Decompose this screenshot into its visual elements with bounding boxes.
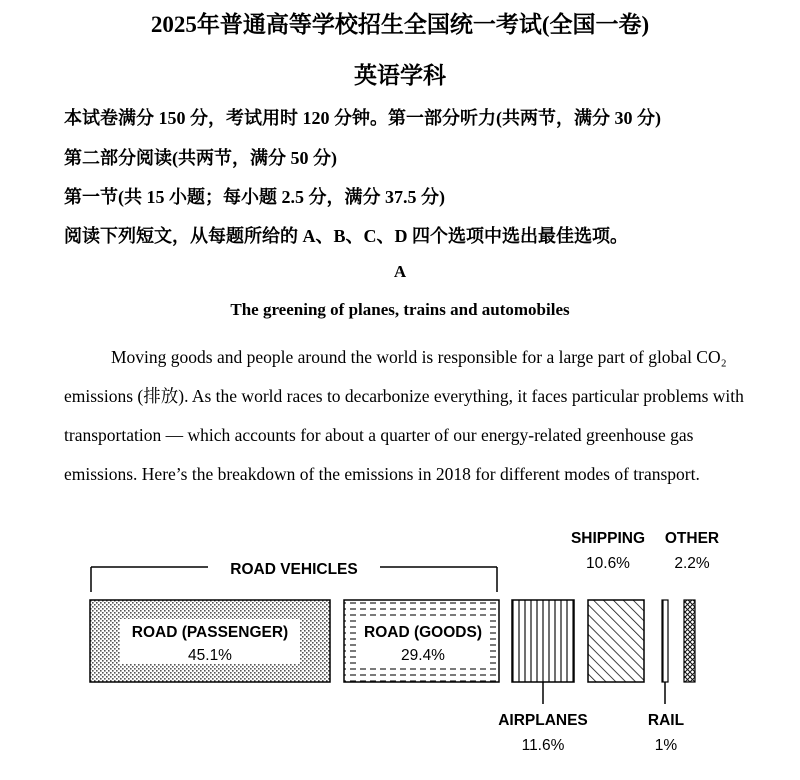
- value-rail: 1%: [654, 737, 678, 754]
- value-other: 2.2%: [674, 555, 710, 572]
- instruction-line-2: 第二部分阅读(共两节，满分 50 分): [64, 148, 337, 168]
- value-airplanes: 11.6%: [521, 737, 565, 754]
- exam-title: 2025年普通高等学校招生全国统一考试(全国一卷): [150, 12, 650, 37]
- bar-rail: [662, 600, 668, 682]
- passage-paragraph: Moving goods and people around the world is responsible for a large part of global CO₂ emissions (排放). As the world races to decarbonize everything, it faces particular problems with transportation — which accounts for about a quarter of our energy-related greenhouse gas emissions. Here’s the breakdown of the emissions in 2018 for different modes of transport.: [64, 347, 744, 484]
- label-rail: RAIL: [647, 712, 685, 729]
- instruction-line-4: 阅读下列短文，从每题所给的 A、B、C、D 四个选项中选出最佳选项。: [64, 226, 628, 246]
- instruction-line-3: 第一节(共 15 小题；每小题 2.5 分，满分 37.5 分): [64, 187, 445, 207]
- instruction-line-1: 本试卷满分 150 分，考试用时 120 分钟。第一部分听力(共两节，满分 30 分): [64, 108, 661, 128]
- label-shipping: SHIPPING: [570, 530, 646, 547]
- value-shipping: 10.6%: [586, 555, 630, 572]
- road-vehicles-label: ROAD VEHICLES: [230, 561, 358, 578]
- value-road-passenger: 45.1%: [188, 647, 232, 664]
- emissions-chart: [0, 522, 800, 780]
- label-airplanes: AIRPLANES: [498, 712, 588, 729]
- road-vehicles-bracket: [91, 561, 497, 592]
- bar-other: [684, 600, 695, 682]
- label-road-goods: ROAD (GOODS): [364, 624, 482, 641]
- bar-airplanes: [512, 600, 574, 682]
- subject-title: 英语学科: [354, 63, 446, 88]
- bar-shipping: [588, 600, 644, 682]
- value-road-goods: 29.4%: [401, 647, 445, 664]
- section-letter: A: [393, 262, 407, 281]
- label-other: OTHER: [664, 530, 720, 547]
- passage-title: The greening of planes, trains and automobiles: [230, 300, 570, 319]
- label-road-passenger: ROAD (PASSENGER): [131, 624, 289, 641]
